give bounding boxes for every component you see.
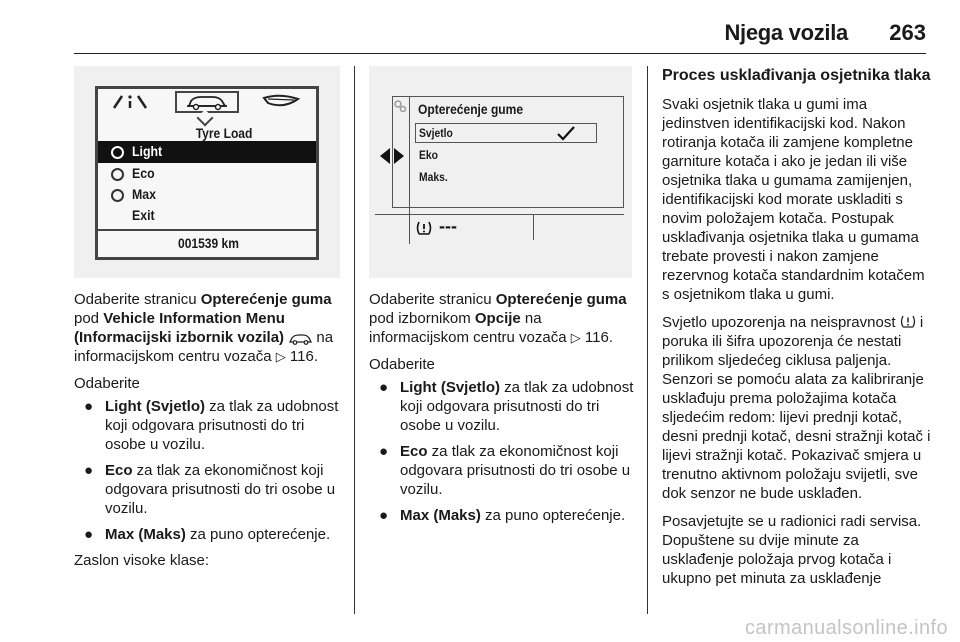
- display-divider: [98, 229, 316, 231]
- reference-arrow-icon: ▷: [275, 349, 286, 364]
- column-divider: [354, 66, 355, 614]
- status-value: ---: [439, 216, 457, 236]
- option-maks: Maks.: [419, 170, 448, 184]
- option-max: Max: [98, 184, 316, 206]
- select-label: Odaberite: [74, 375, 140, 392]
- display-title: Tyre Load: [195, 125, 253, 141]
- page-header: [0, 0, 960, 58]
- settings-icon: [392, 98, 408, 114]
- figure-tyre-load-display: [74, 66, 340, 278]
- column-1: [74, 290, 344, 570]
- option-eco: Eco: [98, 163, 316, 185]
- list-item: ● Eco za tlak za ekonomičnost koji odgovara prisutnosti do tri osobe u vozilu.: [84, 462, 336, 517]
- list-item: ● Max (Maks) za puno opterećenje.: [379, 507, 626, 524]
- trip-info-icon: [100, 89, 164, 115]
- radio-icon: [111, 146, 124, 159]
- left-right-arrows-icon: [378, 146, 408, 166]
- tyre-pressure-warning-icon: [415, 219, 433, 237]
- select-label: Odaberite: [369, 356, 435, 373]
- section-heading: Proces usklađivanja osjetnika tlaka: [662, 67, 931, 84]
- watermark: carmanualsonline.info: [745, 617, 948, 639]
- reference-arrow-icon: ▷: [570, 330, 581, 345]
- display-screen: [95, 86, 319, 260]
- intro-paragraph: Odaberite stranicu Opterećenje guma pod Vehicle Information Menu (Informacijski izbornik vozila) na informacijskom centru vozača ▷ 116.: [74, 291, 334, 365]
- paragraph: Svaki osjetnik tlaka u gumi ima jedinstven identifikacijski kod. Nakon rotiranja kotača ili zamjene kompletne garniture kotača i ako je jedan ili više osjetnika tlaka u gumama zamijenjen, identifikacijski kod morate uskladiti s novim položajem kotača. Postupak usklađivanja osjetnika tlaka u gumama trebate provesti i nakon zamjene rezervnog kotača standardnim kotačem s osjetnikom tlaka u gumi.: [662, 96, 925, 303]
- paragraph: Svjetlo upozorenja na neispravnost i poruka ili šifra upozorenja će nestati prilikom sljedećeg ciklusa paljenja. Senzori se pomoću alata za kalibriranje usklađuju prema položajima kotača sljedećim redom: lijevi prednji kotač, desni prednji kotač, desni stražnji kotač i lijevi stražnji kotač. Pokazivač smjera u trenutno aktivnom položaju svijetli, sve dok senzor ne bude usklađen.: [662, 314, 931, 502]
- eco-leaf-icon: [250, 89, 314, 115]
- list-item: ● Light (Svjetlo) za tlak za udobnost koji odgovara prisutnosti do tri osobe u vozilu.: [379, 379, 634, 434]
- intro-paragraph: Odaberite stranicu Opterećenje guma pod izbornikom Opcije na informacijskom centru vozača ▷ 116.: [369, 291, 627, 346]
- display-screen: [369, 66, 632, 278]
- paragraph: Posavjetujte se u radionici radi servisa. Dopuštene su dvije minute za usklađenje položaja prvog kotača i ukupno pet minuta za usklađenje: [662, 513, 922, 587]
- display-title: Opterećenje gume: [418, 101, 524, 117]
- closing-text: Zaslon visoke klase:: [74, 552, 210, 569]
- option-selected: Svjetlo: [415, 123, 597, 143]
- status-bar: [375, 214, 624, 240]
- column-3: [662, 66, 934, 597]
- header-rule: [74, 53, 926, 54]
- radio-icon: [111, 189, 124, 202]
- page-number: 263: [889, 20, 926, 45]
- checkmark-icon: [556, 125, 576, 141]
- odometer: 001539 km: [178, 235, 239, 251]
- list-item: ● Max (Maks) za puno opterećenje.: [84, 526, 331, 543]
- radio-icon: [111, 168, 124, 181]
- column-divider: [647, 66, 648, 614]
- car-icon: [288, 333, 312, 345]
- list-item: ● Eco za tlak za ekonomičnost koji odgovara prisutnosti do tri osobe u vozilu.: [379, 443, 631, 498]
- option-eko: Eko: [419, 148, 438, 162]
- vehicle-info-icon: [175, 91, 239, 113]
- tyre-pressure-warning-icon: [900, 314, 916, 329]
- list-item: ● Light (Svjetlo) za tlak za udobnost koji odgovara prisutnosti do tri osobe u vozilu.: [84, 398, 339, 453]
- option-exit: Exit: [132, 207, 155, 223]
- option-list: [369, 378, 635, 525]
- option-light: Light: [98, 141, 316, 163]
- section-title: Njega vozila: [724, 20, 848, 45]
- column-2: [369, 290, 635, 532]
- option-list: [74, 397, 344, 544]
- figure-tyre-load-high-display: [369, 66, 632, 278]
